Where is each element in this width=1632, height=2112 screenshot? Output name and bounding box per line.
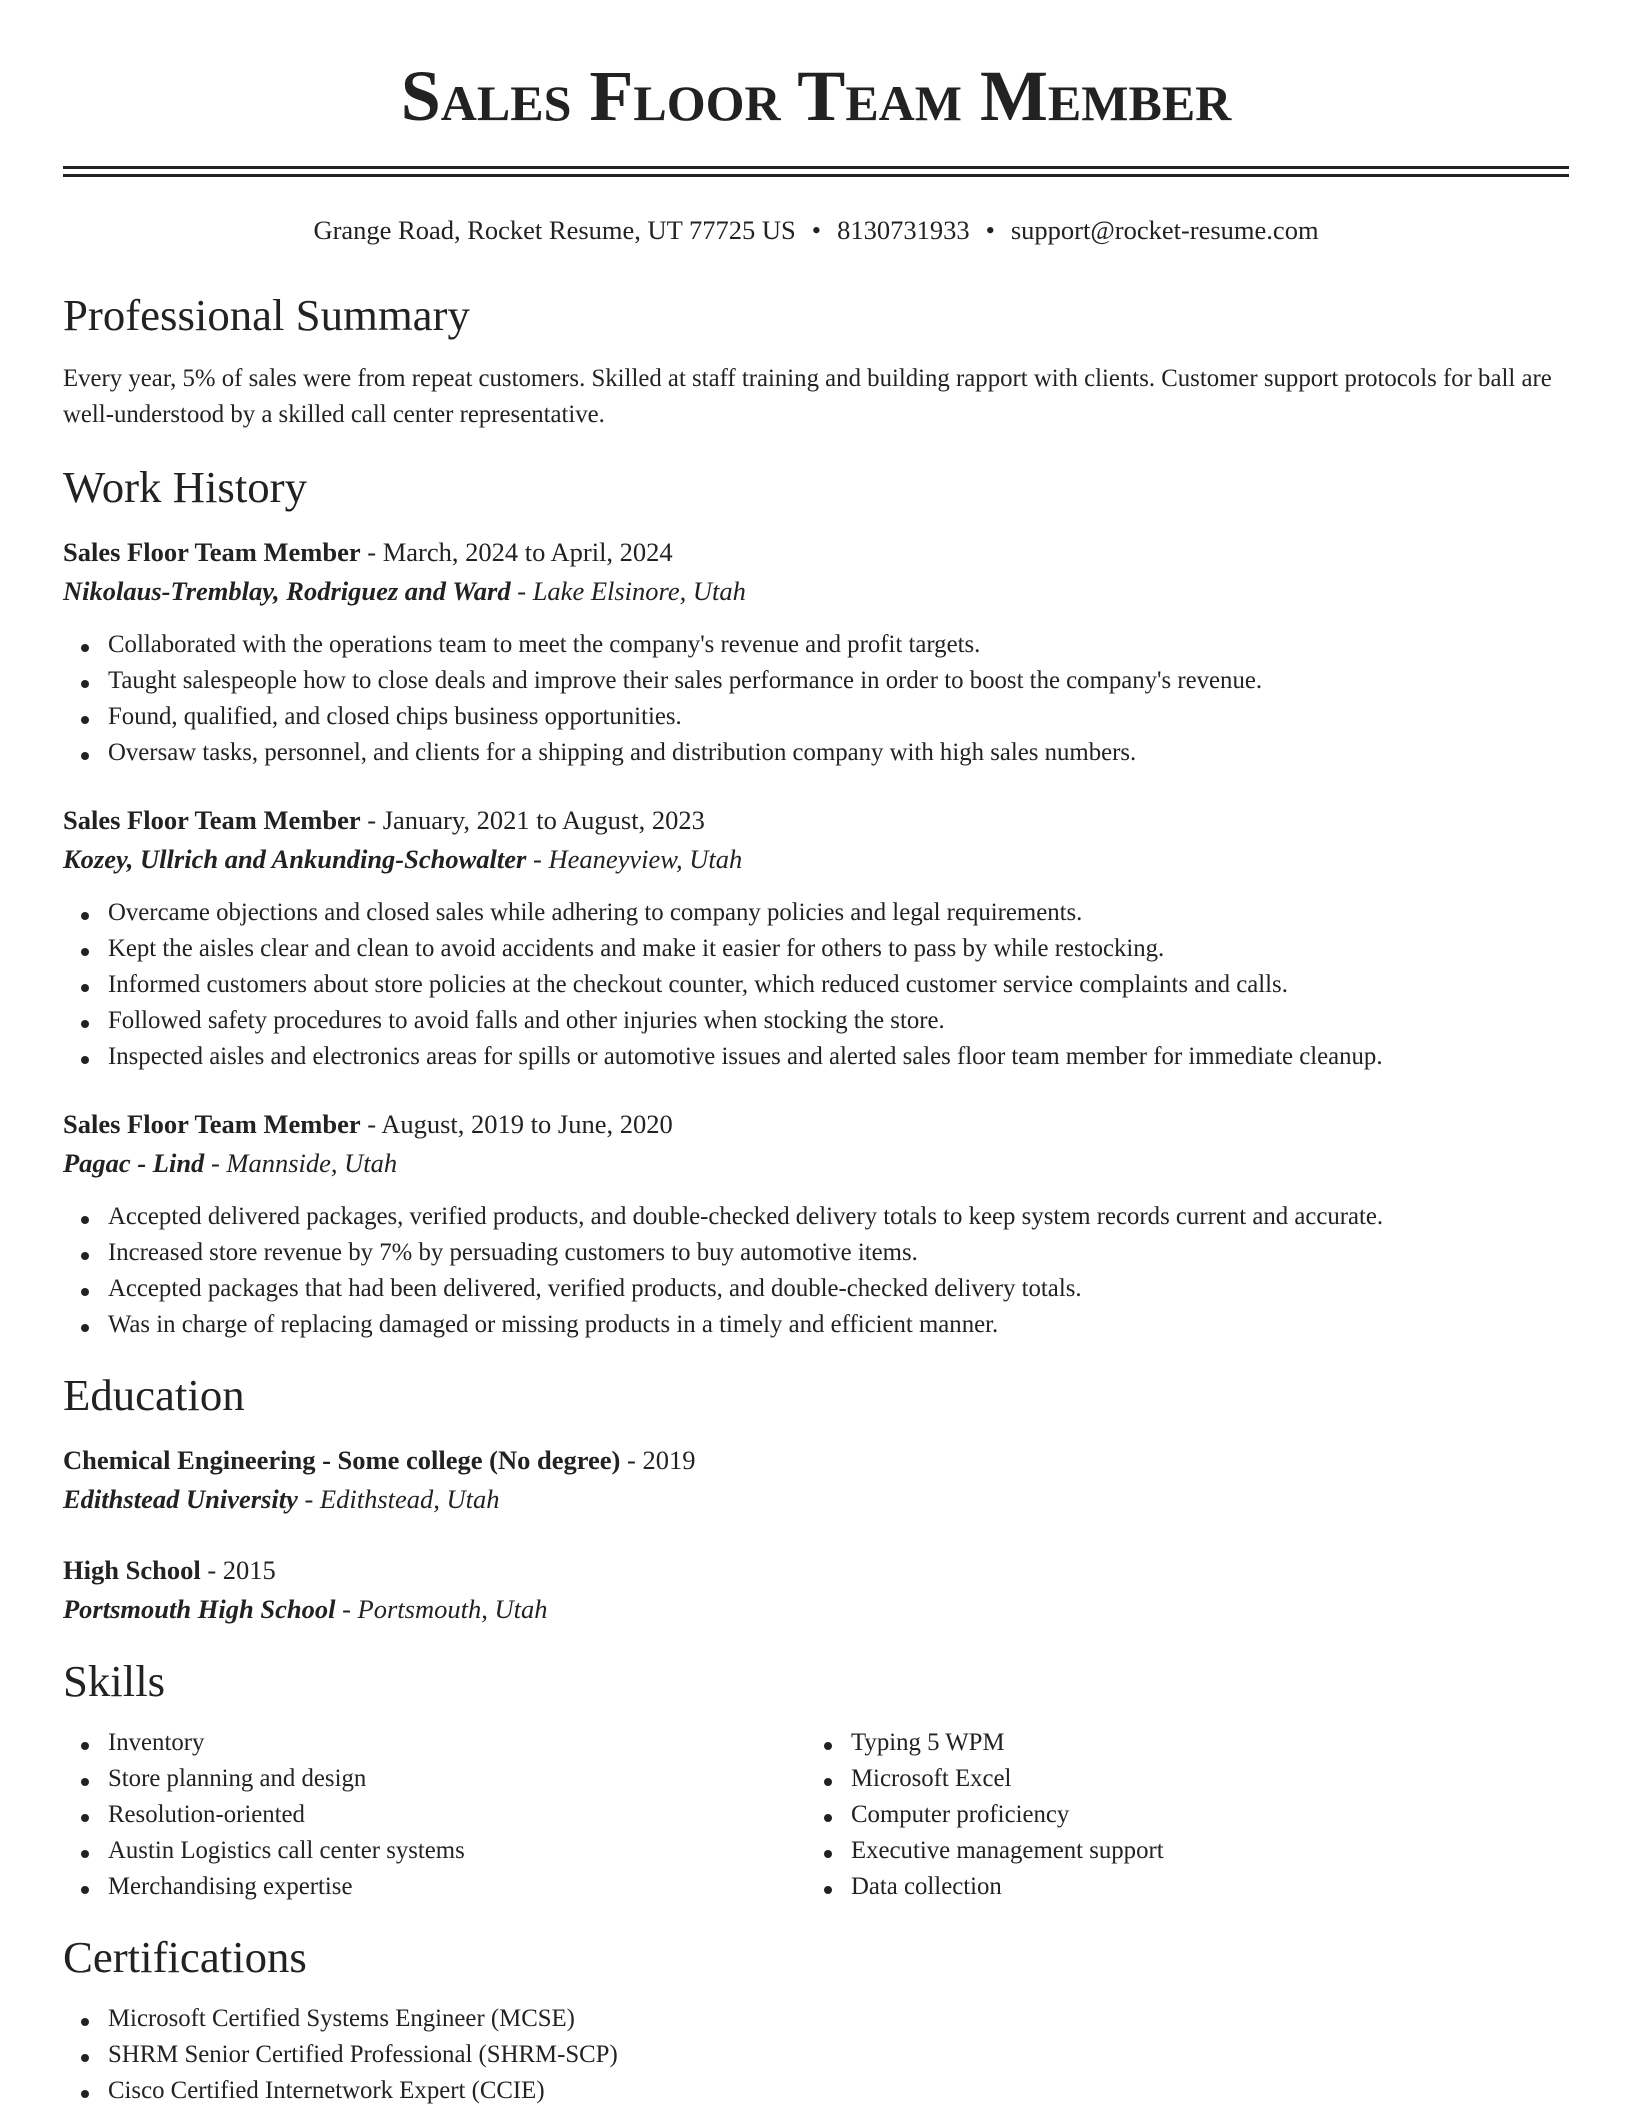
- section-heading-skills: Skills: [63, 1656, 166, 1706]
- certification-item: Cisco Certified Internetwork Expert (CCIE): [108, 2073, 1569, 2109]
- job-header: [63, 533, 1569, 572]
- dash-separator: -: [526, 844, 549, 874]
- job-entry: [63, 1105, 1569, 1343]
- list-item: Found, qualified, and closed chips business opportunities.: [108, 699, 1569, 735]
- skill-item: Austin Logistics call center systems: [108, 1833, 806, 1869]
- job-dates: March, 2024 to April, 2024: [382, 537, 673, 567]
- skills-grid: [63, 1725, 1569, 1905]
- company-location: Mannside, Utah: [226, 1148, 398, 1178]
- job-dates: August, 2019 to June, 2020: [381, 1109, 673, 1139]
- job-duties-list: [63, 627, 1569, 771]
- job-entry: [63, 801, 1569, 1075]
- list-item: Accepted packages that had been delivered, verified products, and double-checked delivery totals.: [108, 1271, 1569, 1307]
- dash-separator: -: [297, 1484, 320, 1514]
- skill-item: Microsoft Excel: [851, 1761, 1549, 1797]
- company-name: Pagac - Lind: [63, 1148, 205, 1178]
- dash-separator: -: [360, 805, 383, 835]
- education-entry: [63, 1441, 1569, 1519]
- degree-name: Chemical Engineering - Some college (No degree): [63, 1445, 621, 1475]
- contact-separator: •: [811, 215, 822, 245]
- school-location: Edithstead, Utah: [319, 1484, 500, 1514]
- school-name: Edithstead University: [63, 1484, 298, 1514]
- company-name: Kozey, Ullrich and Ankunding-Schowalter: [63, 844, 527, 874]
- contact-phone: 8130731933: [837, 215, 970, 245]
- job-duties-list: [63, 895, 1569, 1075]
- job-duties-list: [63, 1199, 1569, 1343]
- list-item: Kept the aisles clear and clean to avoid accidents and make it easier for others to pass by while restocking.: [108, 931, 1569, 967]
- list-item: Followed safety procedures to avoid falls and other injuries when stocking the store.: [108, 1003, 1569, 1039]
- certifications-list: [63, 2001, 1569, 2109]
- contact-line: [63, 212, 1569, 248]
- list-item: Accepted delivered packages, verified products, and double-checked delivery totals to keep system records current and accurate.: [108, 1199, 1569, 1235]
- section-heading-education: Education: [63, 1370, 245, 1420]
- certification-item: SHRM Senior Certified Professional (SHRM-SCP): [108, 2037, 1569, 2073]
- summary-text: Every year, 5% of sales were from repeat customers. Skilled at staff training and building rapport with clients. Customer support protocols for ball are well-understood by a skilled call center representative.: [63, 365, 1552, 428]
- dash-separator: -: [204, 1148, 227, 1178]
- dash-separator: -: [510, 576, 533, 606]
- skill-item: Typing 5 WPM: [851, 1725, 1549, 1761]
- section-heading-summary: Professional Summary: [63, 290, 470, 340]
- job-entry: [63, 533, 1569, 771]
- company-location: Lake Elsinore, Utah: [532, 576, 746, 606]
- list-item: Informed customers about store policies at the checkout counter, which reduced customer service complaints and calls.: [108, 967, 1569, 1003]
- job-title: Sales Floor Team Member: [63, 1109, 361, 1139]
- graduation-year: 2019: [642, 1445, 696, 1475]
- job-title: Sales Floor Team Member: [63, 537, 361, 567]
- skill-item: Merchandising expertise: [108, 1869, 806, 1905]
- resume-title: Sales Floor Team Member: [400, 56, 1232, 136]
- dash-separator: -: [620, 1445, 643, 1475]
- list-item: Inspected aisles and electronics areas for spills or automotive issues and alerted sales floor team member for immediate cleanup.: [108, 1039, 1569, 1075]
- job-title: Sales Floor Team Member: [63, 805, 361, 835]
- job-dates: January, 2021 to August, 2023: [382, 805, 705, 835]
- school-name: Portsmouth High School: [63, 1594, 336, 1624]
- contact-separator: •: [985, 215, 995, 245]
- job-company-line: [63, 1144, 1569, 1183]
- contact-email: support@rocket-resume.com: [1010, 215, 1319, 245]
- school-location: Portsmouth, Utah: [357, 1594, 548, 1624]
- skill-item: Inventory: [108, 1725, 806, 1761]
- dash-separator: -: [200, 1555, 223, 1585]
- company-name: Nikolaus-Tremblay, Rodriguez and Ward: [63, 576, 511, 606]
- education-header: [63, 1551, 1569, 1590]
- dash-separator: -: [360, 1109, 382, 1139]
- list-item: Taught salespeople how to close deals and improve their sales performance in order to boost the company's revenue.: [108, 663, 1569, 699]
- education-header: [63, 1441, 1569, 1480]
- skill-item: Data collection: [851, 1869, 1549, 1905]
- skill-item: Store planning and design: [108, 1761, 806, 1797]
- certification-item: Microsoft Certified Systems Engineer (MCSE): [108, 2001, 1569, 2037]
- education-entry: [63, 1551, 1569, 1629]
- skills-list-left: [63, 1725, 806, 1905]
- dash-separator: -: [335, 1594, 358, 1624]
- list-item: Overcame objections and closed sales while adhering to company policies and legal requirements.: [108, 895, 1569, 931]
- degree-name: High School: [63, 1555, 201, 1585]
- job-header: [63, 801, 1569, 840]
- skill-item: Computer proficiency: [851, 1797, 1549, 1833]
- graduation-year: 2015: [222, 1555, 276, 1585]
- skills-list-right: [806, 1725, 1549, 1905]
- school-line: [63, 1480, 1569, 1519]
- list-item: Collaborated with the operations team to meet the company's revenue and profit targets.: [108, 627, 1569, 663]
- list-item: Was in charge of replacing damaged or missing products in a timely and efficient manner.: [108, 1307, 1569, 1343]
- double-rule-divider: [63, 166, 1569, 177]
- school-line: [63, 1590, 1569, 1629]
- job-company-line: [63, 572, 1569, 611]
- contact-address: Grange Road, Rocket Resume, UT 77725 US: [313, 215, 796, 245]
- skill-item: Executive management support: [851, 1833, 1549, 1869]
- section-heading-certifications: Certifications: [63, 1932, 307, 1982]
- list-item: Increased store revenue by 7% by persuading customers to buy automotive items.: [108, 1235, 1569, 1271]
- job-company-line: [63, 840, 1569, 879]
- dash-separator: -: [360, 537, 383, 567]
- job-header: [63, 1105, 1569, 1144]
- list-item: Oversaw tasks, personnel, and clients for a shipping and distribution company with high sales numbers.: [108, 735, 1569, 771]
- company-location: Heaneyview, Utah: [548, 844, 743, 874]
- skill-item: Resolution-oriented: [108, 1797, 806, 1833]
- section-heading-work-history: Work History: [63, 462, 307, 512]
